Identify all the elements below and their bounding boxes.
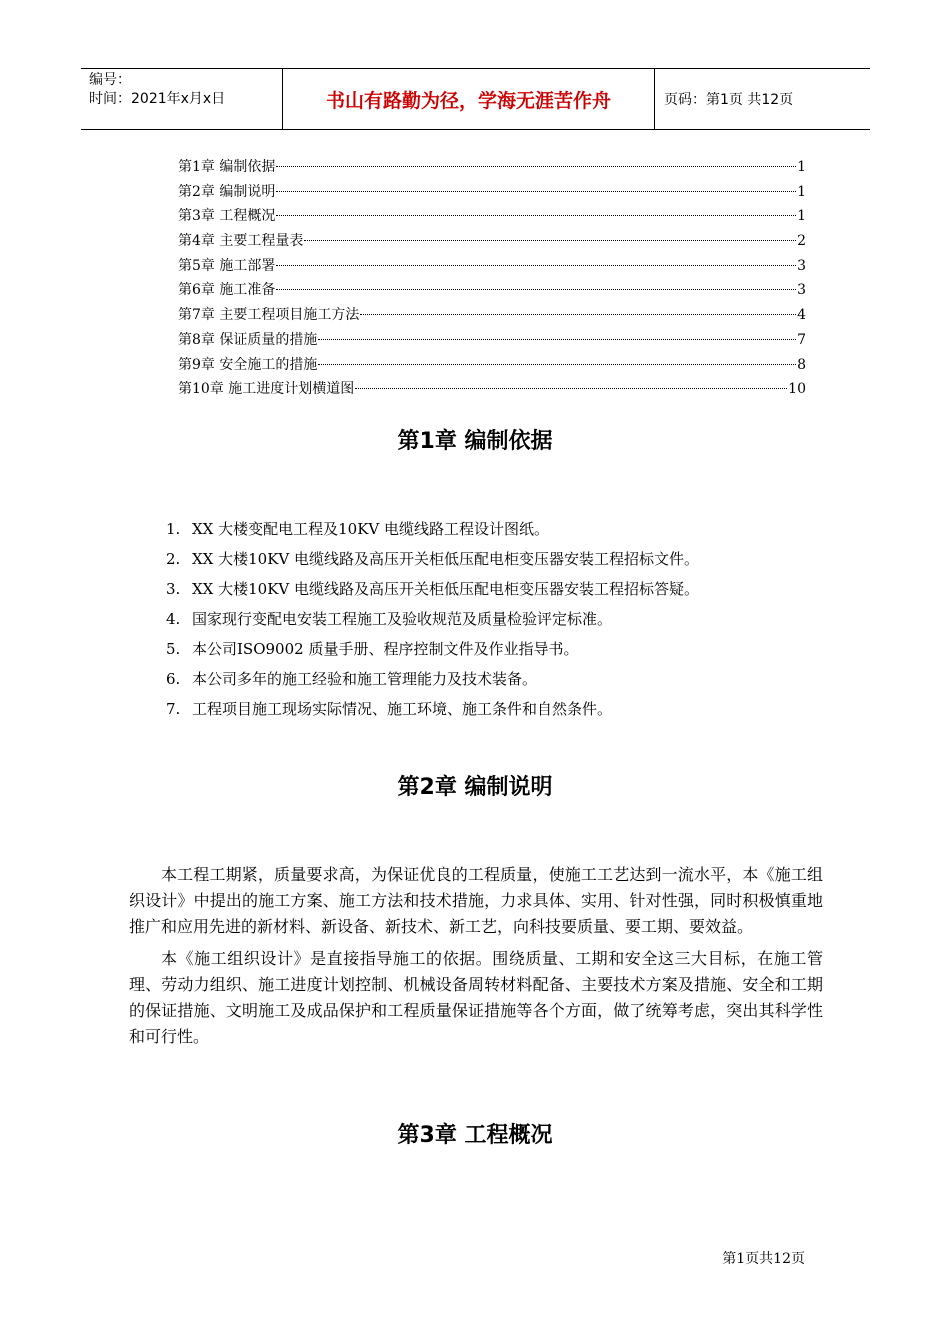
toc-entry[interactable] <box>178 255 806 280</box>
list-item <box>166 694 846 724</box>
list-item-text: 本公司ISO9002 质量手册、程序控制文件及作业指导书。 <box>192 640 579 658</box>
toc-leader <box>318 364 796 365</box>
list-item <box>166 664 846 694</box>
list-item <box>166 604 846 634</box>
list-item-number: 3. <box>166 580 181 598</box>
paragraph: 本《施工组织设计》是直接指导施工的依据。围绕质量、工期和安全这三大目标，在施工管理、劳动力组织、施工进度计划控制、机械设备周转材料配备、主要技术方案及措施、安全和工期的保证措施、文明施工及成品保护和工程质量保证措施等各个方面，做了统筹考虑，突出其科学性和可行性。 <box>129 949 823 1046</box>
toc-entry-title: 第3章 工程概况 <box>178 208 276 225</box>
toc-entry-page: 3 <box>797 257 806 274</box>
toc-entry-page: 7 <box>797 331 806 348</box>
document-date: 时间：2021年x月x日 <box>89 91 226 107</box>
toc-entry-page: 8 <box>797 356 806 373</box>
toc-entry-page: 1 <box>797 208 806 225</box>
list-item-number: 4. <box>166 610 181 628</box>
page-footer: 第1页共12页 <box>722 1251 805 1267</box>
list-item-text: XX 大楼10KV 电缆线路及高压开关柜低压配电柜变压器安装工程招标文件。 <box>192 550 700 568</box>
list-item-number: 6. <box>166 670 181 688</box>
list-item <box>166 544 846 574</box>
toc-leader <box>276 191 796 192</box>
toc-entry-page: 1 <box>797 159 806 175</box>
table-of-contents <box>178 156 806 403</box>
toc-entry-title: 第2章 编制说明 <box>178 183 276 200</box>
paragraph: 本工程工期紧，质量要求高，为保证优良的工程质量，使施工工艺达到一流水平，本《施工组织设计》中提出的施工方案、施工方法和技术措施，力求具体、实用、针对性强，同时积极慎重地推广和应用先进的新材料、新设备、新技术、新工艺，向科技要质量、要工期、要效益。 <box>129 865 823 936</box>
toc-entry-title: 第8章 保证质量的措施 <box>178 331 318 348</box>
toc-leader <box>304 240 796 241</box>
toc-leader <box>276 265 796 266</box>
toc-entry[interactable] <box>178 329 806 354</box>
list-item-text: 工程项目施工现场实际情况、施工环境、施工条件和自然条件。 <box>192 700 613 718</box>
toc-entry-page: 2 <box>797 233 806 250</box>
header-meta <box>81 69 282 129</box>
chapter-1-list <box>166 514 846 724</box>
chapter-2-heading: 第2章 编制说明 <box>397 775 553 800</box>
toc-leader <box>276 166 796 167</box>
list-item-number: 1. <box>166 520 181 538</box>
list-item <box>166 574 846 604</box>
toc-entry[interactable] <box>178 156 806 181</box>
toc-entry[interactable] <box>178 378 806 403</box>
toc-entry-title: 第6章 施工准备 <box>178 282 276 299</box>
toc-entry[interactable] <box>178 230 806 255</box>
list-item-text: XX 大楼变配电工程及10KV 电缆线路工程设计图纸。 <box>192 520 550 538</box>
toc-entry-title: 第7章 主要工程项目施工方法 <box>178 307 360 324</box>
toc-entry-title: 第9章 安全施工的措施 <box>178 356 318 373</box>
list-item-text: 国家现行变配电安装工程施工及验收规范及质量检验评定标准。 <box>192 610 613 628</box>
toc-entry-page: 1 <box>797 183 806 200</box>
toc-entry-page: 10 <box>788 381 806 398</box>
list-item-text: XX 大楼10KV 电缆线路及高压开关柜低压配电柜变压器安装工程招标答疑。 <box>192 580 700 598</box>
chapter-3-heading: 第3章 工程概况 <box>397 1123 553 1148</box>
toc-leader <box>360 314 796 315</box>
list-item-number: 5. <box>166 640 181 658</box>
toc-leader <box>318 339 796 340</box>
list-item-number: 2. <box>166 550 181 568</box>
toc-entry[interactable] <box>178 304 806 329</box>
toc-entry[interactable] <box>178 205 806 230</box>
toc-entry[interactable] <box>178 354 806 379</box>
list-item-number: 7. <box>166 700 181 718</box>
header-page-info: 页码：第1页 共12页 <box>664 92 794 108</box>
document-number-label: 编号： <box>89 72 131 88</box>
list-item-text: 本公司多年的施工经验和施工管理能力及技术装备。 <box>192 670 538 688</box>
toc-entry-page: 4 <box>797 307 806 324</box>
toc-entry-page: 3 <box>797 282 806 299</box>
chapter-1-heading: 第1章 编制依据 <box>397 429 553 454</box>
toc-entry-title: 第10章 施工进度计划横道图 <box>178 381 355 398</box>
toc-entry[interactable] <box>178 279 806 304</box>
list-item <box>166 514 846 544</box>
toc-leader <box>355 388 787 389</box>
chapter-2-body <box>129 862 823 1056</box>
header-motto-cell <box>282 69 655 129</box>
toc-entry-title: 第4章 主要工程量表 <box>178 233 304 250</box>
toc-entry[interactable] <box>178 181 806 206</box>
page-header <box>81 68 870 130</box>
toc-leader <box>276 215 796 216</box>
header-motto: 书山有路勤为径，学海无涯苦作舟 <box>325 89 611 112</box>
toc-entry-title: 第1章 编制依据 <box>178 159 276 175</box>
list-item <box>166 634 846 664</box>
toc-entry-title: 第5章 施工部署 <box>178 257 276 274</box>
toc-leader <box>276 289 796 290</box>
